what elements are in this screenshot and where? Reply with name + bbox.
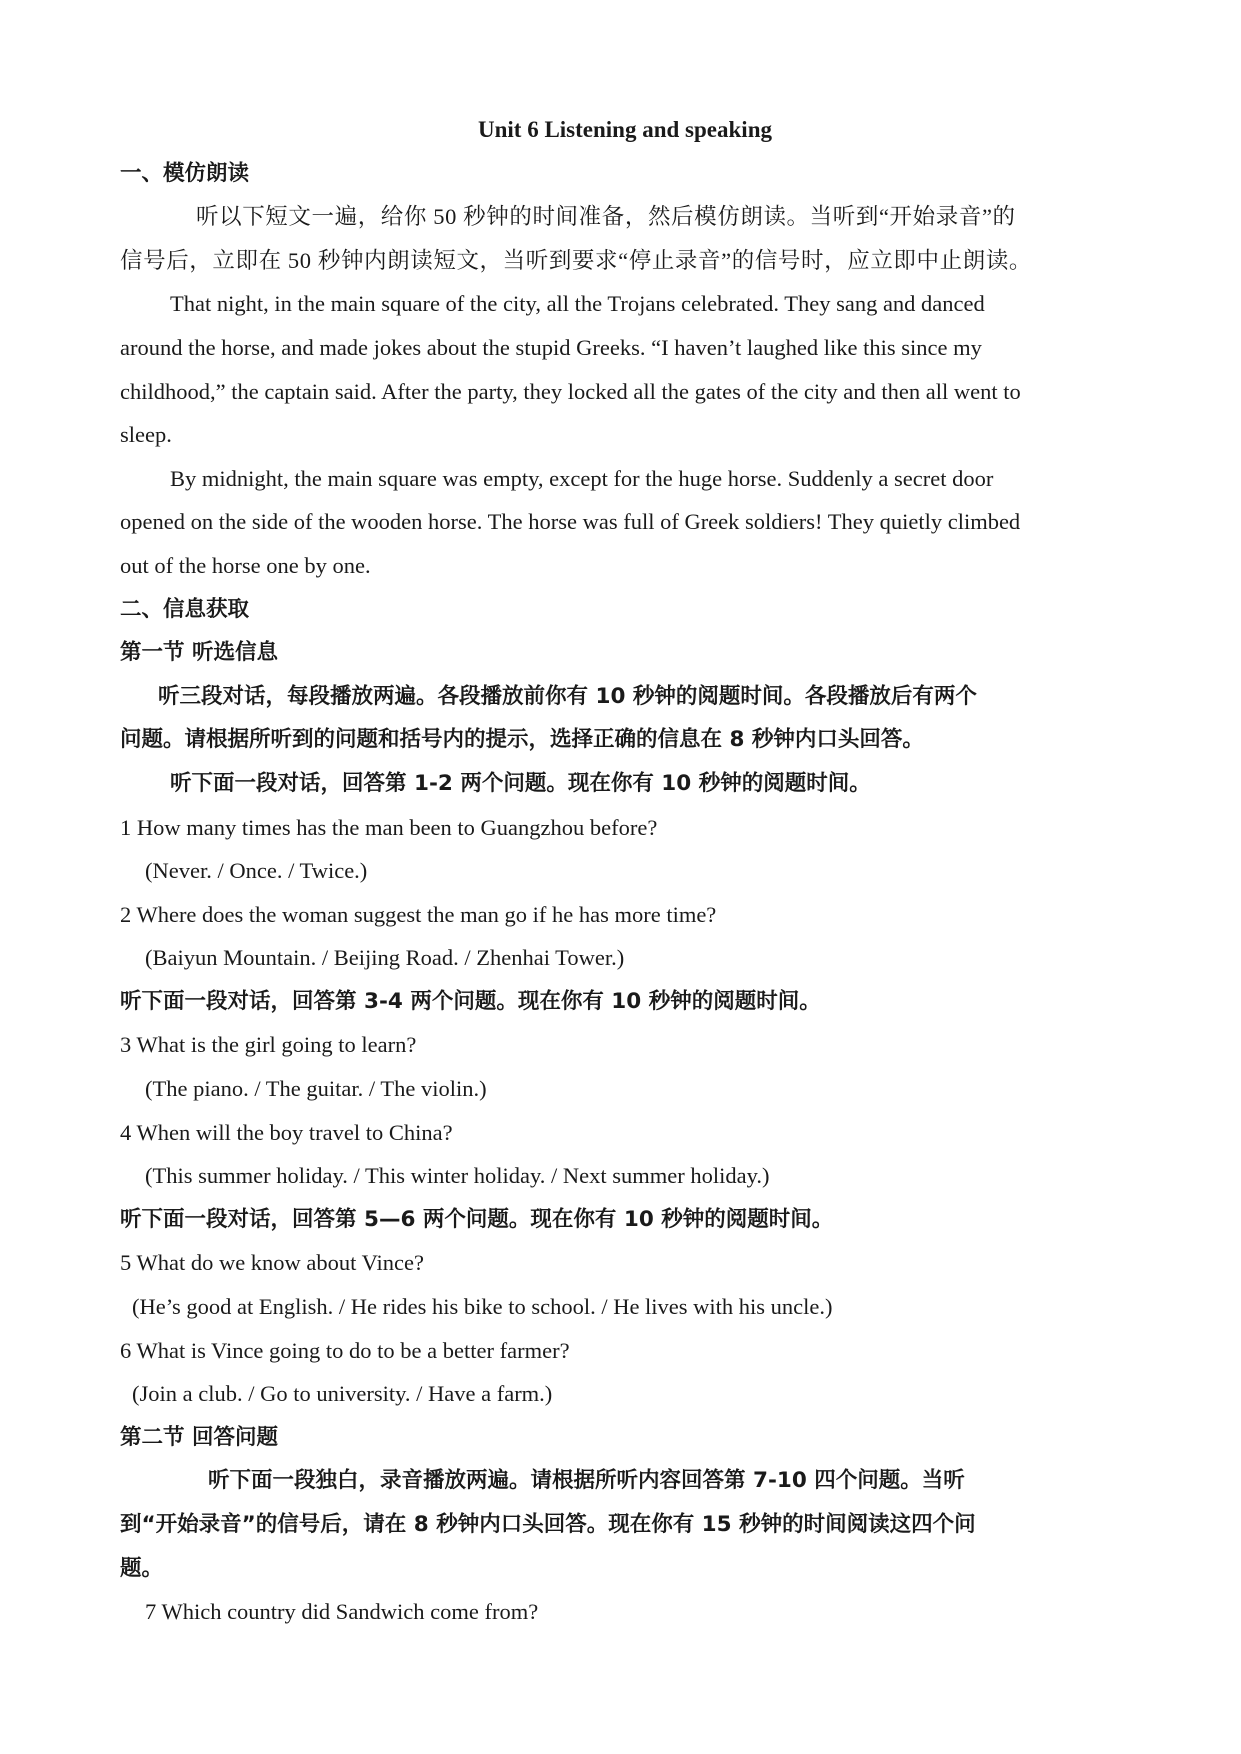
document-title: Unit 6 Listening and speaking [478, 117, 772, 142]
section-heading-information: 二、信息获取 [120, 596, 250, 622]
question-5-options: (He’s good at English. / He rides his bike to school. / He lives with his uncle.) [132, 1294, 833, 1320]
question-1-options: (Never. / Once. / Twice.) [145, 858, 368, 884]
passage-line: childhood,” the captain said. After the party, they locked all the gates of the city and then all went to [120, 378, 1021, 404]
question-6-options: (Join a club. / Go to university. / Have a farm.) [132, 1381, 553, 1407]
question-4: 4 When will the boy travel to China? [120, 1119, 453, 1145]
instruction-line: 听以下短文一遍，给你 50 秒钟的时间准备，然后模仿朗读。当听到“开始录音”的 [196, 204, 1016, 230]
part-heading-listen-choose: 第一节 听选信息 [120, 640, 278, 666]
question-1: 1 How many times has the man been to Guangzhou before? [120, 814, 658, 840]
instruction-line: 信号后，立即在 50 秒钟内朗读短文，当听到要求“停止录音”的信号时，应立即中止朗读。 [120, 247, 1033, 273]
dialog-prompt: 听下面一段对话，回答第 5—6 两个问题。现在你有 10 秒钟的阅题时间。 [120, 1206, 834, 1232]
instruction-line: 到“开始录音”的信号后，请在 8 秒钟内口头回答。现在你有 15 秒钟的时间阅读这四个问 [120, 1512, 976, 1537]
question-6: 6 What is Vince going to do to be a better farmer? [120, 1337, 570, 1363]
question-7: 7 Which country did Sandwich come from? [145, 1599, 539, 1625]
dialog-prompt: 听下面一段对话，回答第 3-4 两个问题。现在你有 10 秒钟的阅题时间。 [120, 988, 821, 1014]
passage-line: out of the horse one by one. [120, 552, 371, 578]
part-heading-answer-questions: 第二节 回答问题 [120, 1424, 278, 1450]
passage-line: opened on the side of the wooden horse. The horse was full of Greek soldiers! They quietly climbed [120, 509, 1021, 535]
question-5: 5 What do we know about Vince? [120, 1250, 424, 1276]
passage-line: sleep. [120, 422, 172, 448]
instruction-line: 问题。请根据所听到的问题和括号内的提示，选择正确的信息在 8 秒钟内口头回答。 [120, 727, 924, 753]
instruction-line: 听三段对话，每段播放两遍。各段播放前你有 10 秒钟的阅题时间。各段播放后有两个 [158, 683, 977, 709]
dialog-prompt: 听下面一段对话，回答第 1-2 两个问题。现在你有 10 秒钟的阅题时间。 [170, 770, 871, 796]
question-2-options: (Baiyun Mountain. / Beijing Road. / Zhenhai Tower.) [145, 945, 625, 971]
instruction-line: 听下面一段独白，录音播放两遍。请根据所听内容回答第 7-10 四个问题。当听 [208, 1468, 965, 1494]
passage-line: That night, in the main square of the city, all the Trojans celebrated. They sang and danced [170, 291, 985, 317]
question-3: 3 What is the girl going to learn? [120, 1032, 417, 1058]
section-heading-imitation-reading: 一、模仿朗读 [120, 160, 250, 186]
question-4-options: (This summer holiday. / This winter holiday. / Next summer holiday.) [145, 1163, 770, 1189]
question-3-options: (The piano. / The guitar. / The violin.) [145, 1076, 487, 1102]
instruction-line: 题。 [120, 1555, 164, 1581]
passage-line: around the horse, and made jokes about the stupid Greeks. “I haven’t laughed like this since my [120, 334, 982, 360]
document-page [120, 108, 1130, 1634]
question-2: 2 Where does the woman suggest the man go if he has more time? [120, 901, 717, 927]
passage-line: By midnight, the main square was empty, except for the huge horse. Suddenly a secret door [170, 465, 994, 491]
